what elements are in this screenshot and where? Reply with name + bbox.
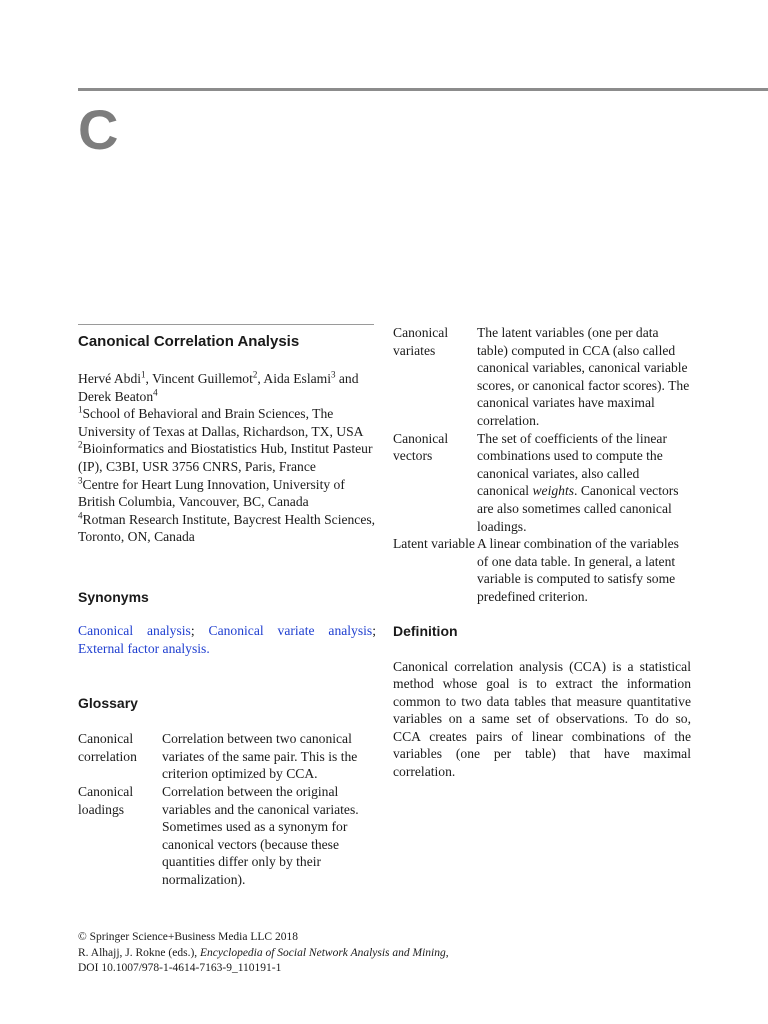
synonyms-heading: Synonyms	[78, 588, 149, 605]
affiliation: $^3$Centre for Heart Lung Innovation, University of British Columbia, Vancouver, BC, Canada	[78, 475, 345, 510]
glossary-entry	[78, 730, 376, 783]
author-affil-marker: 1	[141, 369, 146, 380]
footer	[78, 930, 558, 977]
affiliation: $^4$Rotman Research Institute, Baycrest Health Sciences, Toronto, ON, Canada	[78, 510, 376, 545]
glossary-definition: The latent variables (one per data table) computed in CCA (also called canonical variables, canonical variable scores, or canonical factor scores). The canonical variates have maximal correlation.	[477, 325, 690, 428]
glossary-entry	[78, 783, 376, 889]
citation: R. Alhajj, J. Rokne (eds.), Encyclopedia of Social Network Analysis and Mining,	[78, 946, 449, 959]
glossary-entry	[393, 324, 691, 430]
author-name: Vincent Guillemot	[152, 371, 253, 386]
synonym-link[interactable]: Canonical variate analysis	[208, 622, 373, 638]
glossary-definition: The set of coefficients of the linear combinations used to compute the canonical variates, also called canonical weights. Canonical vectors are also sometimes called canonical loadings.	[477, 430, 679, 534]
top-rule	[78, 88, 768, 91]
author-affil-marker: 3	[330, 369, 336, 380]
glossary-entry	[393, 535, 691, 605]
title-rule	[78, 324, 374, 325]
doi: DOI 10.1007/978-1-4614-7163-9_110191-1	[78, 962, 282, 974]
glossary-definition: Correlation between the original variables and the canonical variates. Sometimes used as a synonym for canonical vectors (because these quantities differ only by their normalization).	[162, 783, 359, 887]
glossary-term: Canonical correlation	[78, 731, 137, 764]
article-title: Canonical Correlation Analysis	[78, 333, 300, 350]
author-affil-marker: 4	[153, 387, 158, 398]
author-list: Hervé Abdi$^1$, Vincent Guillemot$^2$, Aida Eslami$^3$ and Derek Beaton$^4$	[78, 369, 359, 404]
glossary-definition: A linear combination of the variables of one data table. In general, a latent variable is computed to satisfy some predefined criterion.	[477, 536, 679, 604]
author-name: Aida Eslami	[263, 371, 331, 386]
book-title: Encyclopedia of Social Network Analysis and Mining	[200, 946, 446, 959]
glossary-term: Canonical variates	[393, 325, 449, 358]
copyright: © Springer Science+Business Media LLC 2018	[78, 931, 298, 943]
synonym-link[interactable]: Canonical analysis	[78, 622, 191, 638]
synonyms-list: Canonical analysis; Canonical variate analysis; External factor analysis.	[78, 622, 376, 656]
glossary-list	[78, 730, 376, 888]
definition-heading: Definition	[393, 622, 458, 639]
author-affil-marker: 2	[252, 369, 258, 380]
left-column	[78, 324, 376, 888]
affiliation: $^1$School of Behavioral and Brain Sciences, The University of Texas at Dallas, Richardson, TX, USA	[78, 404, 364, 439]
section-letter: C	[78, 98, 119, 161]
affiliation: $^2$Bioinformatics and Biostatistics Hub, Institut Pasteur (IP), C3BI, USR 3756 CNRS, Paris, France	[78, 439, 373, 474]
glossary-term: Canonical vectors	[393, 430, 449, 464]
author-name: Hervé Abdi	[78, 371, 142, 386]
author-name: Derek Beaton	[78, 388, 154, 404]
glossary-definition: Correlation between two canonical variates of the same pair. This is the criterion optimized by CCA.	[162, 731, 358, 782]
glossary-entry	[393, 430, 691, 536]
right-column	[393, 324, 691, 781]
glossary-term: Latent variable	[393, 536, 475, 552]
glossary-term: Canonical loadings	[78, 783, 134, 817]
glossary-heading: Glossary	[78, 695, 138, 712]
definition-text: Canonical correlation analysis (CCA) is a statistical method whose goal is to extract the information common to two data tables that measure quantitative variables on a same set of observations. To do so, CCA creates pairs of linear combinations of the variables (one per table) that have maximal correlation.	[393, 658, 691, 780]
synonym-link[interactable]: External factor analysis.	[78, 640, 210, 656]
